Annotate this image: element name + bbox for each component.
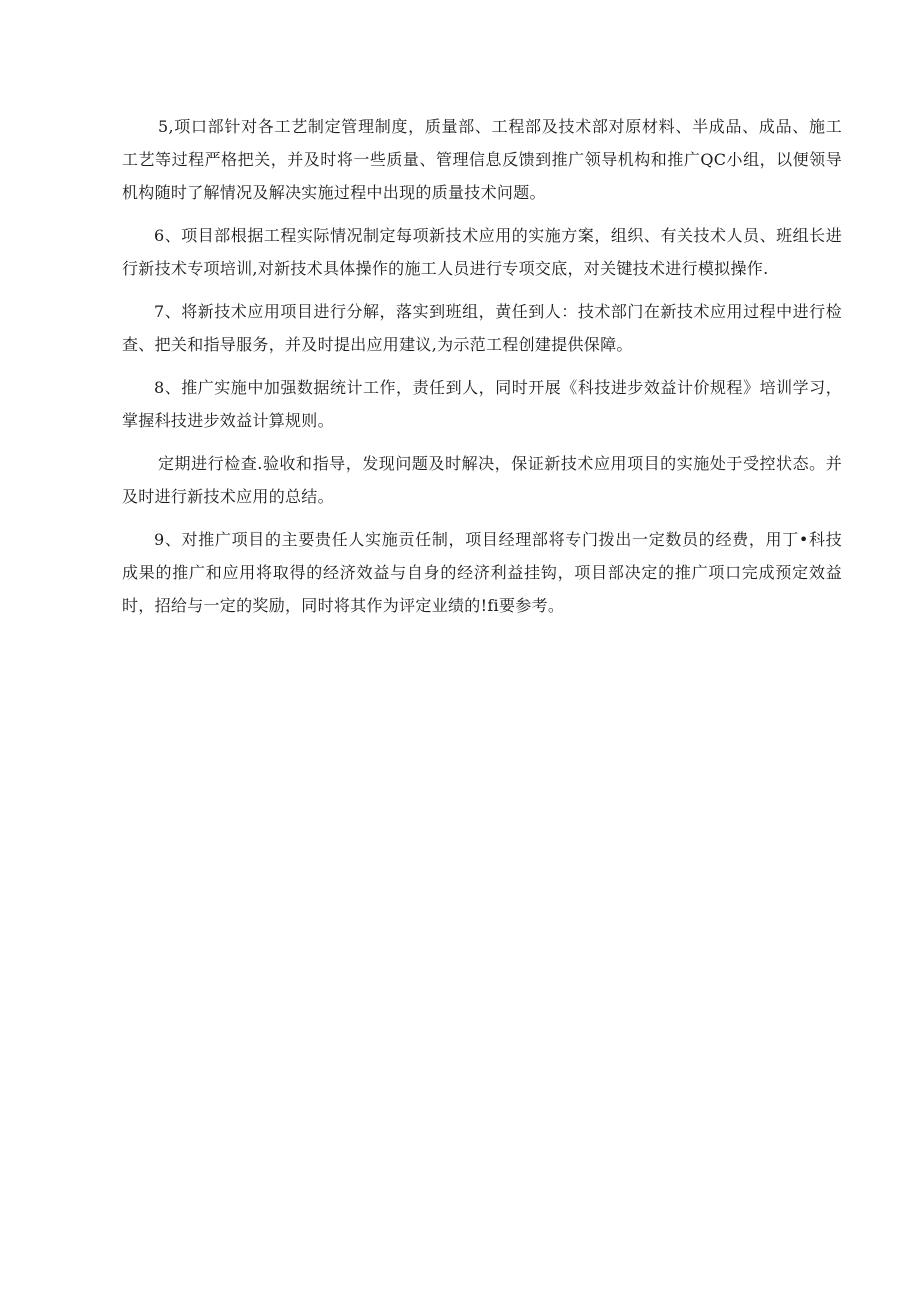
paragraph-8: 8、推广实施中加强数据统计工作，责任到人，同时开展《科技进步效益计价规程》培训学习，掌握科技进步效益计算规则。 xyxy=(122,378,842,430)
paragraph-6: 6、项目部根据工程实际情况制定每项新技术应用的实施方案，组织、有关技术人员、班组长进行新技术专项培训,对新技术具体操作的施工人员进行专项交底，对关键技术进行模拟操作. xyxy=(122,226,842,278)
paragraph-inspection: 定期进行检查.验收和指导，发现问题及时解决，保证新技术应用项目的实施处于受控状态。并及时进行新技术应用的总结。 xyxy=(122,454,842,506)
document-body xyxy=(122,110,842,632)
paragraph-5: 5,项口部针对各工艺制定管理制度，质量部、工程部及技术部对原材料、半成品、成品、施工工艺等过程严格把关，并及时将一些质量、管理信息反馈到推广领导机构和推广QC小组，以便领导机构随时了解情况及解决实施过程中出现的质量技术问题。 xyxy=(122,117,842,202)
paragraph-7: 7、将新技术应用项目进行分解，落实到班组，黄任到人：技术部门在新技术应用过程中进行检查、把关和指导服务，并及时提出应用建议,为示范工程创建提供保障。 xyxy=(122,302,842,354)
paragraph-9: 9、对推广项目的主要贵任人实施贡任制，项目经理部将专门拨出一定数员的经费，用丁•科技成果的推广和应用将取得的经济效益与自身的经济利益挂钩，项目部决定的推广项口完成预定效益时，招给与一定的奖励，同时将其作为评定业绩的!fi要参考。 xyxy=(122,530,842,615)
